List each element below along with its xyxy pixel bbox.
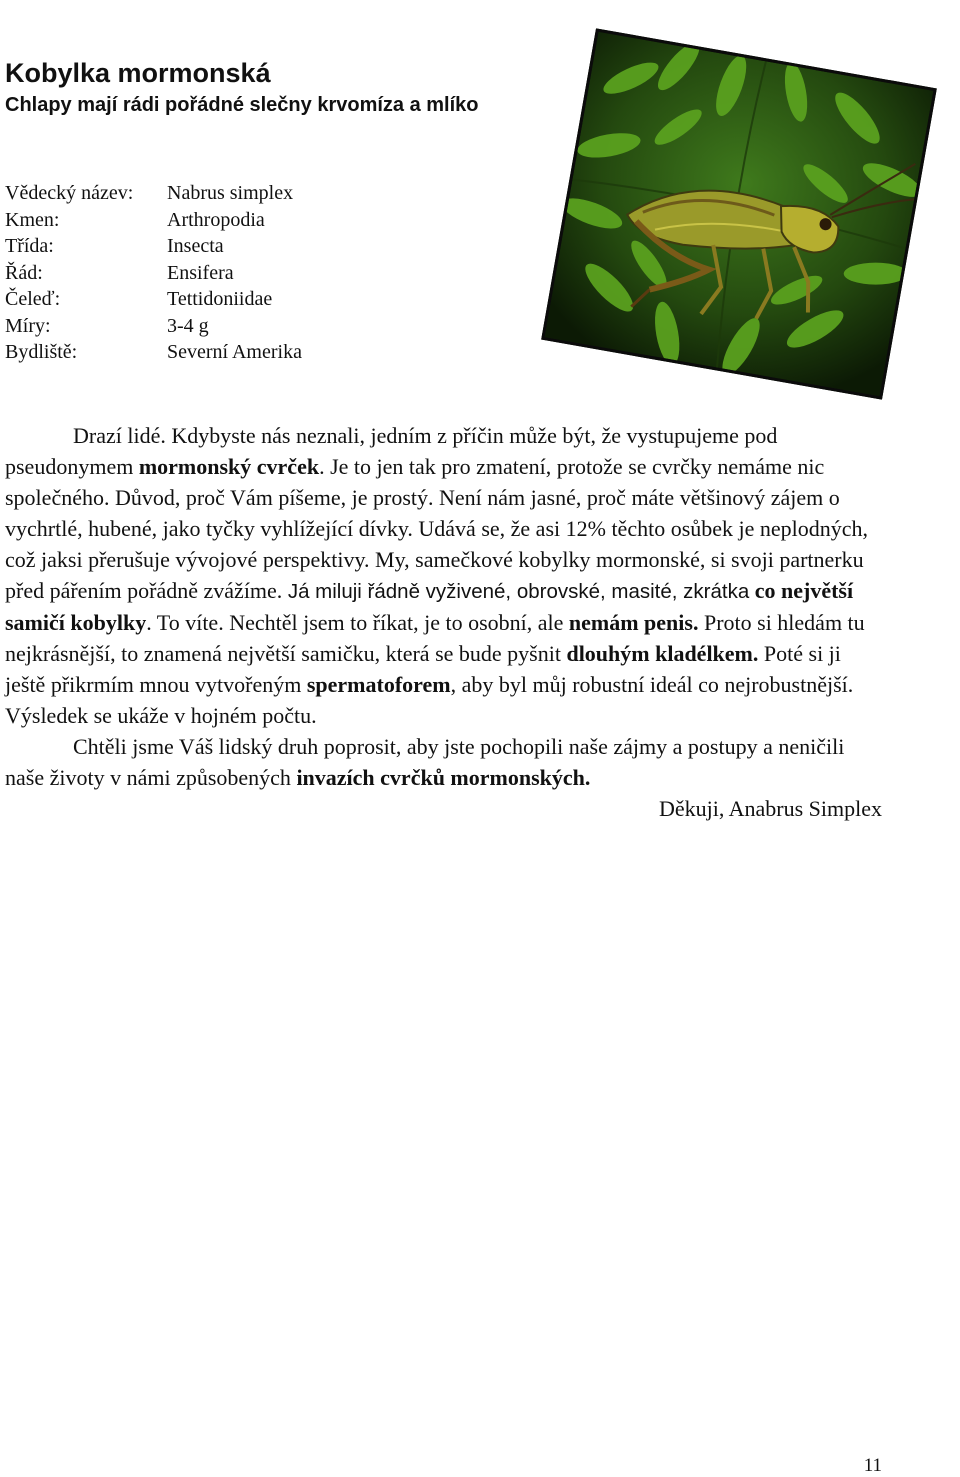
fact-label: Vědecký název: <box>5 182 134 204</box>
fact-value: Arthropodia <box>167 208 265 231</box>
text-run: Poté si ji ještě přikrmím mnou vytvořeným <box>5 641 841 697</box>
letter-paragraph-2 <box>5 731 885 793</box>
fact-value: 3-4 g <box>167 314 209 337</box>
bold-text-run: spermatoforem <box>306 672 451 697</box>
grasshopper-photo <box>541 28 937 399</box>
fact-value: Insecta <box>167 235 224 257</box>
text-run: Já miluji řádně vyživené, obrovské, masité, zkrátka <box>287 580 750 603</box>
species-facts <box>5 180 302 366</box>
fact-row-order <box>5 260 302 287</box>
fact-row-family <box>5 286 302 313</box>
page-title: Kobylka mormonská <box>5 58 271 88</box>
fact-row-scientific-name <box>5 180 302 207</box>
fact-value: Nabrus simplex <box>167 182 294 204</box>
fact-row-phylum <box>5 207 302 234</box>
text-run: , aby byl můj robustní ideál co nejrobustnější. Výsledek se ukáže v hojném počtu. <box>5 672 854 728</box>
page-number: 11 <box>863 1455 882 1476</box>
bold-text-run: dlouhým kladélkem. <box>566 641 759 666</box>
grasshopper-illustration <box>545 32 934 396</box>
page-subtitle: Chlapy mají rádi pořádné slečny krvomíza a mlíko <box>5 94 479 116</box>
letter-paragraph-1 <box>5 420 885 731</box>
fact-row-size <box>5 313 302 340</box>
text-run: Proto si hledám tu nejkrásnější, to znamená největší samičku, která se bude pyšnit <box>5 610 865 666</box>
bold-text-run: mormonský cvrček <box>138 454 320 479</box>
bold-text-run: invazích cvrčků mormonských. <box>296 765 591 790</box>
fact-value: Tettidoniidae <box>167 288 273 310</box>
fact-label: Bydliště: <box>5 341 78 363</box>
text-run: Chtěli jsme Váš lidský druh poprosit, aby jste pochopili naše zájmy a postupy a neničili naše životy v námi způsobených <box>5 734 845 790</box>
fact-value: Ensifera <box>167 261 234 284</box>
fact-row-habitat <box>5 339 302 366</box>
bold-text-run: nemám penis. <box>568 610 699 635</box>
bold-text-run: co největší samičí kobylky <box>5 578 854 635</box>
fact-label: Kmen: <box>5 208 60 231</box>
grasshopper-photo-frame <box>508 8 946 408</box>
text-run: Drazí lidé. Kdybyste nás neznali, jedním z příčin může být, že vystupujeme pod pseudonymem <box>5 423 778 479</box>
fact-label: Třída: <box>5 235 54 257</box>
fact-label: Řád: <box>5 261 43 284</box>
fact-label: Míry: <box>5 314 51 337</box>
text-run: . To víte. Nechtěl jsem to říkat, je to osobní, ale <box>146 610 564 635</box>
signature: Děkuji, Anabrus Simplex <box>658 796 882 821</box>
letter-body <box>5 420 885 824</box>
fact-label: Čeleď: <box>5 288 61 310</box>
fact-value: Severní Amerika <box>167 341 302 363</box>
fact-row-class <box>5 233 302 260</box>
text-run: . Je to jen tak pro zmatení, protože se cvrčky nemáme nic společného. Důvod, proč Vám píšeme, je prostý. Není nám jasné, proč máte většinový zájem o vychrtlé, hubené, jako tyčky vyhlížející dívky. Udává se, že asi 12% těchto osůbek je neplodných, což jaksi přerušuje vývojové perspektivy. My, samečkové kobylky mormonské, si svoji partnerku před pářením pořádně zvážíme. <box>5 454 869 603</box>
